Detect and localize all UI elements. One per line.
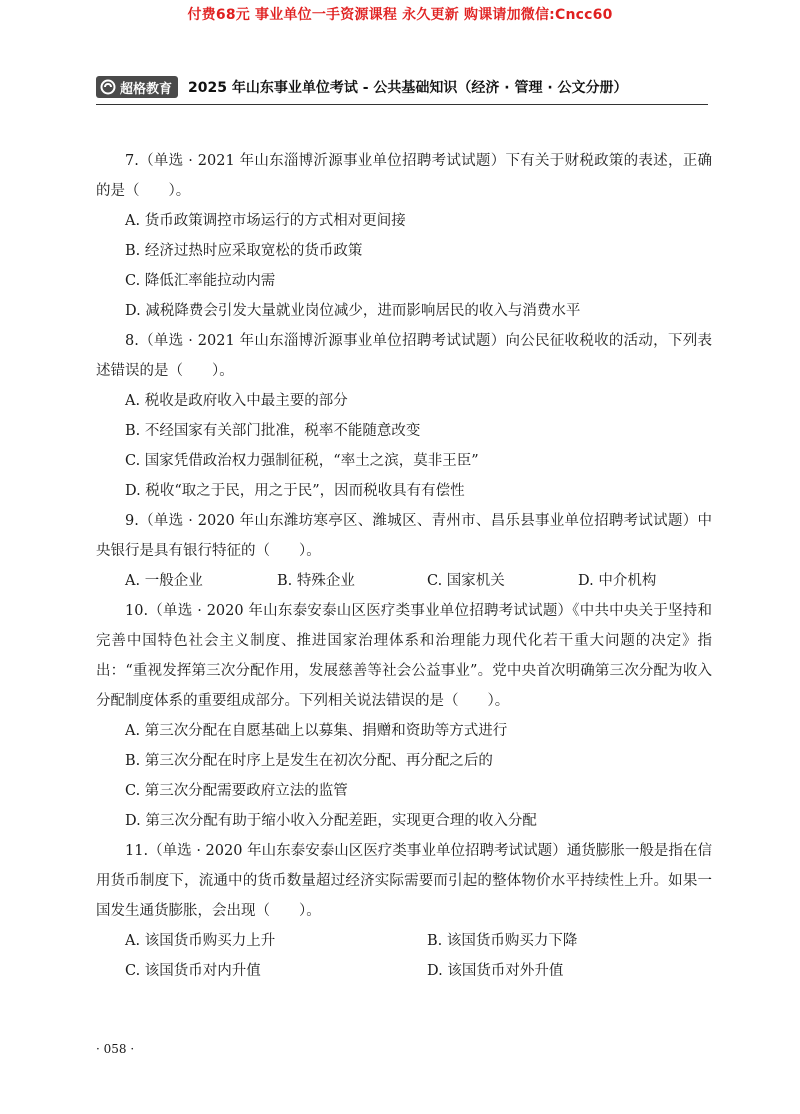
brand-logo-text: 超格教育 [120,81,173,97]
option-b: B. 第三次分配在时序上是发生在初次分配、再分配之后的 [125,753,493,769]
option-d: D. 该国货币对外升值 [427,963,564,979]
option-a: A. 货币政策调控市场运行的方式相对更间接 [125,213,406,229]
page-number: · 058 · [96,1042,135,1056]
question-stem: 8.（单选 · 2021 年山东淄博沂源事业单位招聘考试试题）向公民征收税收的活动，下列表述错误的是（ ）。 [96,333,712,379]
option-row [96,926,712,956]
header-divider [96,104,708,105]
option-b: B. 不经国家有关部门批准，税率不能随意改变 [125,423,421,439]
question-11 [96,836,712,986]
option-row [96,956,712,986]
option-d: D. 中介机构 [578,573,657,589]
option-b: B. 经济过热时应采取宽松的货币政策 [125,243,363,259]
option-c: C. 降低汇率能拉动内需 [125,273,276,289]
question-stem: 10.（单选 · 2020 年山东泰安泰山区医疗类事业单位招聘考试试题）《中共中央关于坚持和完善中国特色社会主义制度、推进国家治理体系和治理能力现代化若干重大问题的决定》指出：“重视发挥第三次分配作用，发展慈善等社会公益事业”。党中央首次明确第三次分配为收入分配制度体系的重要组成部分。下列相关说法错误的是（ ）。 [96,603,712,709]
option-b: B. 该国货币购买力下降 [427,933,578,949]
option-d: D. 税收“取之于民，用之于民”，因而税收具有有偿性 [125,483,465,499]
promo-banner: 付费68元 事业单位一手资源课程 永久更新 购课请加微信:Cncc60 [187,7,613,23]
question-10 [96,596,712,836]
option-c: C. 第三次分配需要政府立法的监管 [125,783,348,799]
page-header [96,74,708,100]
brand-logo [96,76,178,98]
option-c: C. 国家机关 [427,573,505,589]
question-stem: 7.（单选 · 2021 年山东淄博沂源事业单位招聘考试试题）下有关于财税政策的表述，正确的是（ ）。 [96,153,712,199]
question-9 [96,506,712,596]
option-row [96,566,712,596]
question-list [96,146,712,986]
question-8 [96,326,712,506]
option-a: A. 一般企业 [125,573,203,589]
option-c: C. 国家凭借政治权力强制征税，“率土之滨，莫非王臣” [125,453,479,469]
option-a: A. 该国货币购买力上升 [125,933,276,949]
question-7 [96,146,712,326]
question-stem: 11.（单选 · 2020 年山东泰安泰山区医疗类事业单位招聘考试试题）通货膨胀一般是指在信用货币制度下，流通中的货币数量超过经济实际需要而引起的整体物价水平持续性上升。如果一国发生通货膨胀，会出现（ ）。 [96,843,712,919]
option-c: C. 该国货币对内升值 [125,963,261,979]
option-a: A. 第三次分配在自愿基础上以募集、捐赠和资助等方式进行 [125,723,508,739]
swirl-logo-icon [100,79,116,95]
option-d: D. 第三次分配有助于缩小收入分配差距，实现更合理的收入分配 [125,813,537,829]
option-a: A. 税收是政府收入中最主要的部分 [125,393,348,409]
option-d: D. 减税降费会引发大量就业岗位减少，进而影响居民的收入与消费水平 [125,303,581,319]
question-stem: 9.（单选 · 2020 年山东潍坊寒亭区、潍城区、青州市、昌乐县事业单位招聘考试试题）中央银行是具有银行特征的（ ）。 [96,513,712,559]
book-title: 2025 年山东事业单位考试 - 公共基础知识（经济 · 管理 · 公文分册） [188,80,628,96]
option-b: B. 特殊企业 [277,573,355,589]
